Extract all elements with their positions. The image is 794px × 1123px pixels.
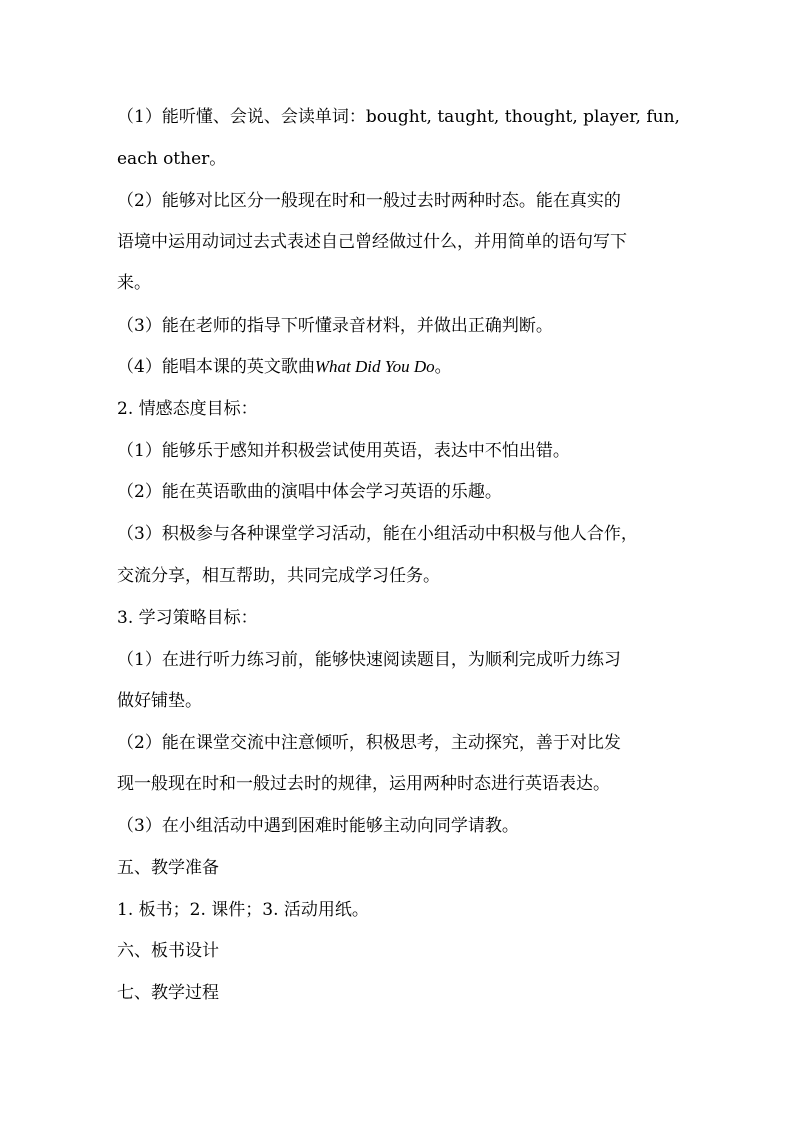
strategy-item-3: （3）在小组活动中遇到困难时能够主动向同学请教。 (117, 816, 519, 836)
affective-item-3-line-1: （3）积极参与各种课堂学习活动，能在小组活动中积极与他人合作， (117, 524, 638, 544)
strategy-item-2-line-1: （2）能在课堂交流中注意倾听，积极思考，主动探究，善于对比发 (117, 733, 621, 753)
affective-item-3-line-2: 交流分享，相互帮助，共同完成学习任务。 (117, 566, 440, 586)
objective-3: （3）能在老师的指导下听懂录音材料，并做出正确判断。 (117, 316, 553, 336)
strategy-item-1-line-1: （1）在进行听力练习前，能够快速阅读题目，为顺利完成听力练习 (117, 650, 621, 670)
section-7-heading: 七、教学过程 (117, 983, 219, 1003)
objective-1-line-1: （1）能听懂、会说、会读单词：bought, taught, thought, player, fun, (117, 107, 680, 127)
affective-item-2: （2）能在英语歌曲的演唱中体会学习英语的乐趣。 (117, 482, 502, 502)
objective-2-line-1: （2）能够对比区分一般现在时和一般过去时两种时态。能在真实的 (117, 191, 621, 211)
affective-heading: 2. 情感态度目标： (117, 399, 258, 419)
song-title: What Did You Do (314, 357, 435, 376)
objective-4 (117, 356, 677, 378)
objective-2-line-3: 来。 (117, 273, 151, 293)
strategy-heading: 3. 学习策略目标： (117, 608, 258, 628)
section-6-heading: 六、板书设计 (117, 941, 219, 961)
affective-item-1: （1）能够乐于感知并积极尝试使用英语，表达中不怕出错。 (117, 441, 570, 461)
section-5-content: 1. 板书；2. 课件；3. 活动用纸。 (117, 900, 369, 920)
objective-4-suffix: 。 (434, 357, 452, 377)
objective-2-line-2: 语境中运用动词过去式表述自己曾经做过什么，并用简单的语句写下 (117, 232, 627, 252)
objective-4-prefix: （4）能唱本课的英文歌曲 (117, 357, 315, 377)
section-5-heading: 五、教学准备 (117, 858, 219, 878)
strategy-item-2-line-2: 现一般现在时和一般过去时的规律，运用两种时态进行英语表达。 (117, 774, 610, 794)
strategy-item-1-line-2: 做好铺垫。 (117, 691, 202, 711)
objective-1-line-2: each other。 (117, 149, 227, 169)
